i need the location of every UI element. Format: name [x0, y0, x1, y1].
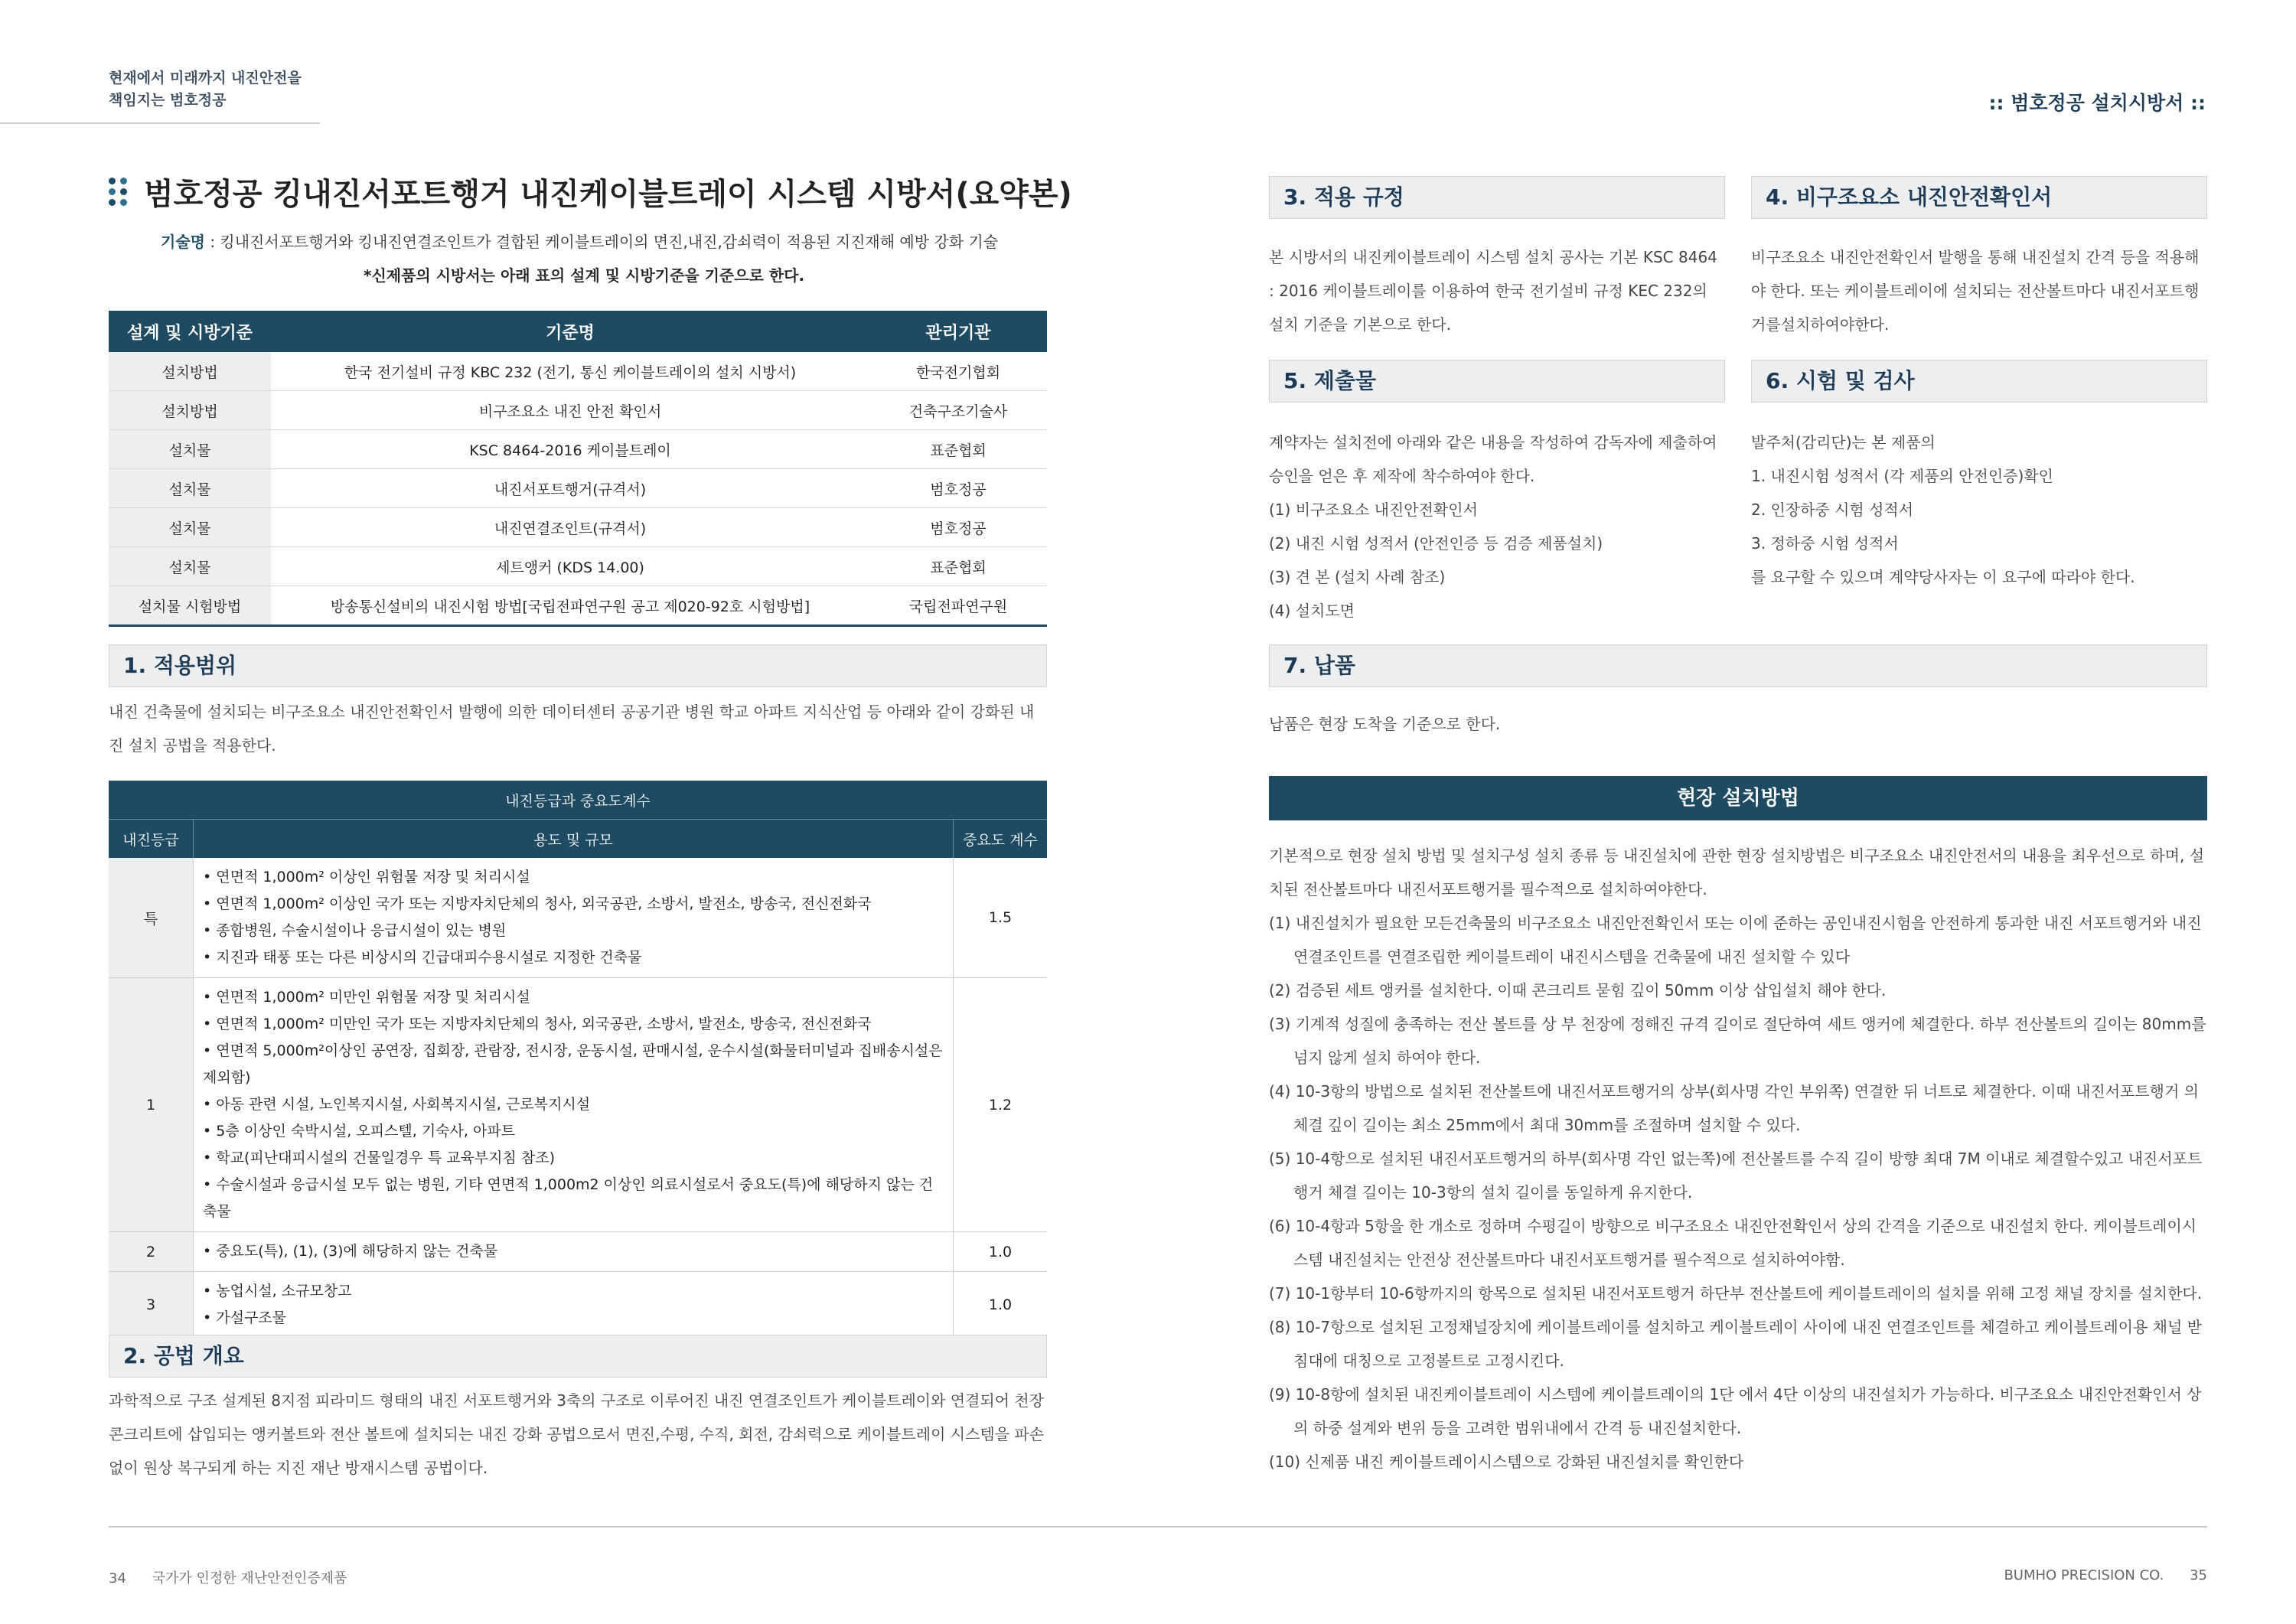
- standards-header-row: [109, 311, 1047, 352]
- list-item: • 농업시설, 소규모창고: [203, 1278, 944, 1305]
- section-6-list: [1751, 426, 2207, 594]
- table-row: [109, 352, 1047, 391]
- install-step: (9) 10-8항에 설치된 내진케이블트레이 시스템에 케이블트레이의 1단 에서 4단 이상의 내진설치가 가능하다. 비구조요소 내진안전확인서 상의 하중 설계와 변위 등을 고려한 범위내에서 간격 등 내진설치한다.: [1269, 1385, 2202, 1437]
- section-5-list: [1269, 426, 1743, 628]
- seismic-usage-cell: [194, 858, 954, 978]
- section-6-line: 3. 정하중 시험 성적서: [1751, 534, 1899, 553]
- standard-name-cell: 비구조요소 내진 안전 확인서: [271, 391, 869, 430]
- section-5-line: (2) 내진 시험 성적서 (안전인증 등 검증 제품설치): [1269, 534, 1603, 553]
- section-3-heading: 3. 적용 규정: [1269, 176, 1725, 219]
- standards-header-cell: 설계 및 시방기준: [109, 311, 271, 352]
- install-method-banner: 현장 설치방법: [1269, 776, 2207, 820]
- list-item: • 연면적 1,000m² 이상인 국가 또는 지방자치단체의 청사, 외국공관, 소방서, 발전소, 방송국, 전신전화국: [203, 891, 944, 918]
- tech-label: 기술명: [161, 233, 205, 251]
- seismic-header-cell: 내진등급: [109, 820, 194, 859]
- seismic-grade-cell: 2: [109, 1232, 194, 1272]
- usage-list: [203, 1278, 944, 1332]
- list-item: • 중요도(특), (1), (3)에 해당하지 않는 건축물: [203, 1238, 944, 1265]
- standard-category-cell: 설치물 시험방법: [109, 586, 271, 626]
- standard-name-cell: 세트앵커 (KDS 14.00): [271, 547, 869, 586]
- usage-list: [203, 1238, 944, 1265]
- standard-agency-cell: 한국전기협회: [869, 352, 1047, 391]
- list-item: • 연면적 1,000m² 미만인 위험물 저장 및 처리시설: [203, 984, 944, 1011]
- install-intro: 기본적으로 현장 설치 방법 및 설치구성 설치 종류 등 내진설치에 관한 현장 설치방법은 비구조요소 내진안전서의 내용을 최우선으로 하며, 설치된 전산볼트마다 내진서포트행거를 필수적으로 설치하여야한다.: [1269, 846, 2205, 898]
- table-row: [109, 547, 1047, 586]
- table-row: [109, 469, 1047, 508]
- table-row: [109, 1232, 1047, 1272]
- header-tagline-line2: 책임지는 범호정공: [109, 92, 227, 109]
- standard-category-cell: 설치물: [109, 430, 271, 469]
- list-item: • 5층 이상인 숙박시설, 오피스텔, 기숙사, 아파트: [203, 1118, 944, 1145]
- install-method-body: [1269, 839, 2207, 1479]
- usage-list: [203, 864, 944, 971]
- list-item: • 수술시설과 응급시설 모두 없는 병원, 기타 연면적 1,000m2 이상인 의료시설로서 중요도(특)에 해당하지 않는 건축물: [203, 1172, 944, 1225]
- table-row: [109, 858, 1047, 978]
- footer-right-text: BUMHO PRECISION CO.: [2004, 1567, 2164, 1583]
- standard-agency-cell: 국립전파연구원: [869, 586, 1047, 626]
- section-4-text: 비구조요소 내진안전확인서 발행을 통해 내진설치 간격 등을 적용해야 한다. 또는 케이블트레이에 설치되는 전산볼트마다 내진서포트행거를설치하여야한다.: [1751, 248, 2200, 334]
- title-dots-icon: [109, 178, 127, 206]
- standards-header-cell: 기준명: [271, 311, 869, 352]
- tech-description: [161, 230, 998, 252]
- standard-category-cell: 설치물: [109, 547, 271, 586]
- list-item: • 가설구조물: [203, 1305, 944, 1332]
- section-7-text: 납품은 현장 도착을 기준으로 한다.: [1269, 715, 1501, 733]
- section-2-text: 과학적으로 구조 설계된 8지점 피라미드 형태의 내진 서포트행거와 3축의 구조로 이루어진 내진 연결조인트가 케이블트레이와 연결되어 천장 콘크리트에 삽입되는 앵커볼트와 전산 볼트에 설치되는 내진 강화 공법으로서 면진,수평, 수직, 회전, 감쇠력으로 케이블트레이 시스템을 파손 없이 원상 복구되게 하는 지진 재난 방재시스템 공법이다.: [109, 1391, 1045, 1477]
- section-1-heading: 1. 적용범위: [109, 644, 1047, 687]
- section-5-line: (1) 비구조요소 내진안전확인서: [1269, 501, 1478, 519]
- table-row: [109, 586, 1047, 626]
- tech-note: *신제품의 시방서는 아래 표의 설계 및 시방기준을 기준으로 한다.: [364, 266, 805, 285]
- list-item: • 학교(피난대피시설의 건물일경우 특 교육부지침 참조): [203, 1145, 944, 1172]
- header-divider: [0, 122, 320, 124]
- page-title-block: [109, 170, 1072, 214]
- seismic-header-cell: 용도 및 규모: [194, 820, 954, 859]
- importance-factor-cell: 1.5: [954, 858, 1048, 978]
- page-title: 범호정공 킹내진서포트행거 내진케이블트레이 시스템 시방서(요약본): [144, 177, 1072, 212]
- standard-name-cell: 내진연결조인트(규격서): [271, 508, 869, 547]
- tech-text: : 킹내진서포트행거와 킹내진연결조인트가 결합된 케이블트레이의 면진,내진,감쇠력이 적용된 지진재해 예방 강화 기술: [204, 233, 999, 251]
- seismic-table-caption-row: [109, 781, 1047, 820]
- section-5-line: (3) 견 본 (설치 사례 참조): [1269, 568, 1446, 586]
- seismic-usage-cell: [194, 978, 954, 1232]
- table-row: [109, 508, 1047, 547]
- header-tagline: [109, 67, 302, 112]
- list-item: • 연면적 5,000m²이상인 공연장, 집회장, 관람장, 전시장, 운동시설, 판매시설, 운수시설(화물터미널과 집배송시설은 제외함): [203, 1038, 944, 1091]
- section-6-line: 1. 내진시험 성적서 (각 제품의 안전인증)확인: [1751, 467, 2053, 485]
- section-5-line: (4) 설치도면: [1269, 602, 1355, 620]
- seismic-grade-cell: 특: [109, 858, 194, 978]
- standard-name-cell: 방송통신설비의 내진시험 방법[국립전파연구원 공고 제020-92호 시험방법]: [271, 586, 869, 626]
- standard-name-cell: 한국 전기설비 규정 KBC 232 (전기, 통신 케이블트레이의 설치 시방서): [271, 352, 869, 391]
- list-item: • 연면적 1,000m² 이상인 위험물 저장 및 처리시설: [203, 864, 944, 891]
- importance-factor-cell: 1.0: [954, 1232, 1048, 1272]
- section-4-heading: 4. 비구조요소 내진안전확인서: [1751, 176, 2207, 219]
- seismic-table-header-row: [109, 820, 1047, 859]
- section-6-line: 2. 인장하중 시험 성적서: [1751, 501, 1914, 519]
- seismic-header-cell: 중요도 계수: [954, 820, 1048, 859]
- section-2-heading: 2. 공법 개요: [109, 1335, 1047, 1378]
- seismic-usage-cell: [194, 1272, 954, 1339]
- importance-factor-cell: 1.0: [954, 1272, 1048, 1339]
- table-row: [109, 1272, 1047, 1339]
- install-step: (6) 10-4항과 5항을 한 개소로 정하며 수평길이 방향으로 비구조요소 내진안전확인서 상의 간격을 기준으로 내진설치 한다. 케이블트레이시스템 내진설치는 안전상 전산볼트마다 내진서포트행거를 필수적으로 설치하여야함.: [1269, 1217, 2197, 1269]
- install-step: (1) 내진설치가 필요한 모든건축물의 비구조요소 내진안전확인서 또는 이에 준하는 공인내진시험을 안전하게 통과한 내진 서포트행거와 내진연결조인트를 연결조립한 케이블트레이 내진시스템을 건축물에 내진 설치할 수 있다: [1269, 914, 2202, 966]
- page-number-left: 34: [109, 1570, 126, 1586]
- seismic-usage-cell: [194, 1232, 954, 1272]
- seismic-grade-cell: 1: [109, 978, 194, 1232]
- install-step: (3) 기계적 성질에 충족하는 전산 볼트를 상 부 천장에 정해진 규격 길이로 절단하여 세트 앵커에 체결한다. 하부 전산볼트의 길이는 80mm를 넘지 않게 설치 하여야 한다.: [1269, 1015, 2206, 1067]
- install-list: [1269, 906, 2207, 1479]
- standard-name-cell: KSC 8464-2016 케이블트레이: [271, 430, 869, 469]
- seismic-table-caption: 내진등급과 중요도계수: [109, 781, 1047, 820]
- standards-table: [109, 311, 1047, 627]
- seismic-grade-table: [109, 781, 1047, 1340]
- section-6-line: 를 요구할 수 있으며 계약당사자는 이 요구에 따라야 한다.: [1751, 568, 2135, 586]
- standard-category-cell: 설치물: [109, 469, 271, 508]
- section-7-heading: 7. 납품: [1269, 644, 2207, 687]
- list-item: • 종합병원, 수술시설이나 응급시설이 있는 병원: [203, 918, 944, 944]
- table-row: [109, 430, 1047, 469]
- standard-agency-cell: 범호정공: [869, 508, 1047, 547]
- standard-name-cell: 내진서포트행거(규격서): [271, 469, 869, 508]
- page-number-right: 35: [2190, 1567, 2207, 1583]
- table-row: [109, 391, 1047, 430]
- standards-header-cell: 관리기관: [869, 311, 1047, 352]
- importance-factor-cell: 1.2: [954, 978, 1048, 1232]
- standard-agency-cell: 범호정공: [869, 469, 1047, 508]
- header-doc-label: :: 범호정공 설치시방서 ::: [1988, 92, 2206, 114]
- footer-left: [109, 1567, 347, 1587]
- install-step: (4) 10-3항의 방법으로 설치된 전산볼트에 내진서포트행거의 상부(회사명 각인 부위쪽) 연결한 뒤 너트로 체결한다. 이때 내진서포트행거 의 체결 깊이 길이는 최소 25mm에서 최대 30mm를 조절하며 설치할 수 있다.: [1269, 1082, 2200, 1134]
- footer-right: [2004, 1567, 2207, 1583]
- standard-agency-cell: 표준협회: [869, 547, 1047, 586]
- section-3-text: 본 시방서의 내진케이블트레이 시스템 설치 공사는 기본 KSC 8464 : 2016 케이블트레이를 이용하여 한국 전기설비 규정 KEC 232의 설치 기준을 기본으로 한다.: [1269, 248, 1717, 334]
- install-step: (2) 검증된 세트 앵커를 설치한다. 이때 콘크리트 묻힘 깊이 50mm 이상 삽입설치 해야 한다.: [1269, 981, 1887, 1000]
- standard-category-cell: 설치방법: [109, 352, 271, 391]
- install-step: (5) 10-4항으로 설치된 내진서포트행거의 하부(회사명 각인 없는쪽)에 전산볼트를 수직 길이 방향 최대 7M 이내로 체결할수있고 내진서포트행거 체결 길이는 10-3항의 설치 길이를 동일하게 유지한다.: [1269, 1150, 2203, 1202]
- list-item: • 연면적 1,000m² 미만인 국가 또는 지방자치단체의 청사, 외국공관, 소방서, 발전소, 방송국, 전신전화국: [203, 1011, 944, 1038]
- section-5-line: 승인을 얻은 후 제작에 착수하여야 한다.: [1269, 467, 1535, 485]
- header-tagline-line1: 현재에서 미래까지 내진안전을: [109, 70, 302, 86]
- standard-category-cell: 설치방법: [109, 391, 271, 430]
- seismic-grade-cell: 3: [109, 1272, 194, 1339]
- standard-agency-cell: 건축구조기술사: [869, 391, 1047, 430]
- section-5-heading: 5. 제출물: [1269, 360, 1725, 403]
- section-1-text: 내진 건축물에 설치되는 비구조요소 내진안전확인서 발행에 의한 데이터센터 공공기관 병원 학교 아파트 지식산업 등 아래와 같이 강화된 내진 설치 공법을 적용한다.: [109, 703, 1035, 755]
- footer-left-text: 국가가 인정한 재난안전인증제품: [152, 1570, 347, 1586]
- list-item: • 지진과 태풍 또는 다른 비상시의 긴급대피수용시설로 지정한 건축물: [203, 944, 944, 971]
- table-row: [109, 978, 1047, 1232]
- list-item: • 아동 관련 시설, 노인복지시설, 사회복지시설, 근로복지시설: [203, 1091, 944, 1118]
- section-6-heading: 6. 시험 및 검사: [1751, 360, 2207, 403]
- install-step: (8) 10-7항으로 설치된 고정채널장치에 케이블트레이를 설치하고 케이블트레이 사이에 내진 연결조인트를 체결하고 케이블트레이용 채널 받침대에 대칭으로 고정볼트로 고정시킨다.: [1269, 1318, 2202, 1370]
- footer-divider: [109, 1526, 2207, 1528]
- standard-agency-cell: 표준협회: [869, 430, 1047, 469]
- usage-list: [203, 984, 944, 1225]
- section-6-line: 발주처(감리단)는 본 제품의: [1751, 433, 1936, 452]
- standard-category-cell: 설치물: [109, 508, 271, 547]
- install-step: (10) 신제품 내진 케이블트레이시스템으로 강화된 내진설치를 확인한다: [1269, 1453, 1744, 1471]
- section-5-line: 계약자는 설치전에 아래와 같은 내용을 작성하여 감독자에 제출하여: [1269, 433, 1717, 452]
- install-step: (7) 10-1항부터 10-6항까지의 항목으로 설치된 내진서포트행거 하단부 전산볼트에 케이블트레이의 설치를 위해 고정 채널 장치를 설치한다.: [1269, 1284, 2203, 1303]
